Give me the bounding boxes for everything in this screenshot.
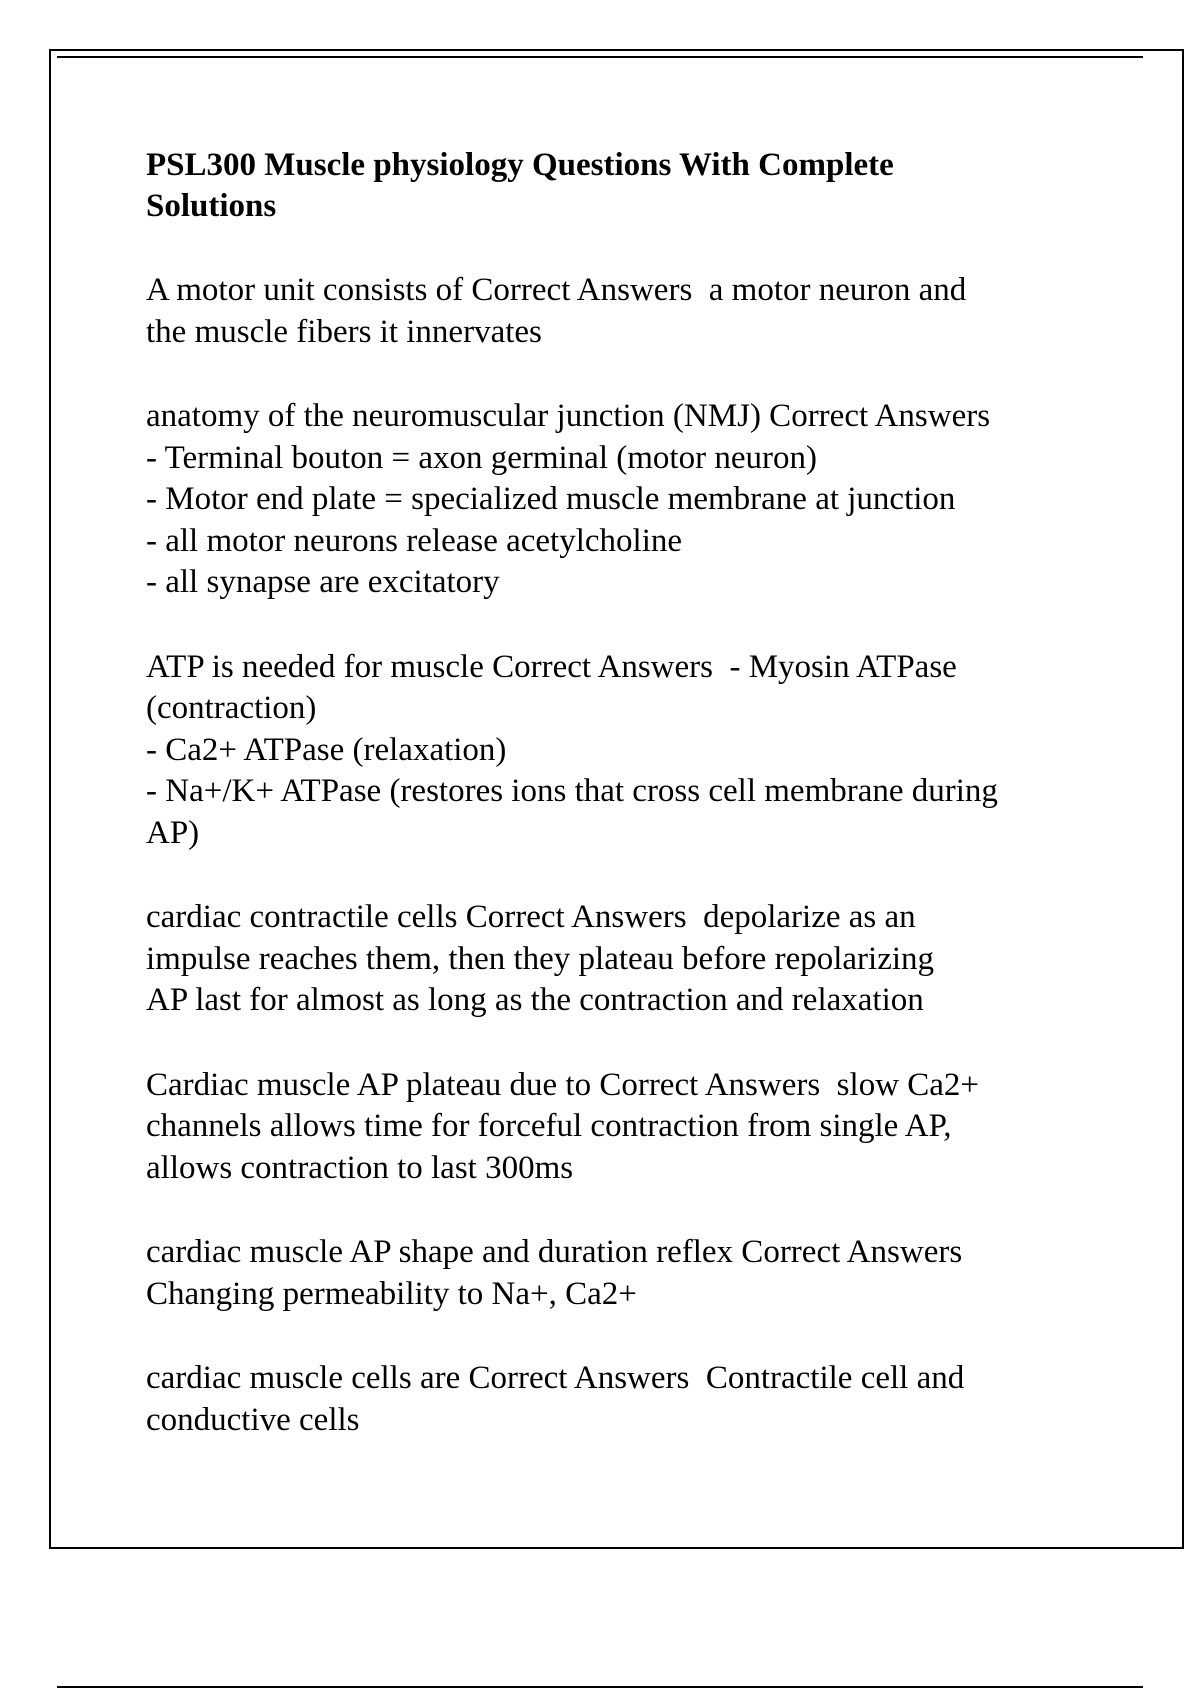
- qa-line: - Motor end plate = specialized muscle membrane at junction: [146, 481, 956, 517]
- qa-entry-ap-shape: [146, 1232, 1096, 1315]
- qa-entry-ap-plateau: [146, 1065, 1096, 1190]
- bottom-rule: [57, 1686, 1143, 1688]
- qa-line: Cardiac muscle AP plateau due to Correct Answers slow Ca2+: [146, 1066, 980, 1103]
- qa-line: ATP is needed for muscle Correct Answers - Myosin ATPase: [146, 648, 957, 685]
- qa-line: impulse reaches them, then they plateau before repolarizing: [146, 940, 935, 977]
- qa-line: the muscle fibers it innervates: [146, 313, 542, 350]
- qa-line: channels allows time for forceful contraction from single AP,: [146, 1108, 952, 1144]
- qa-line: cardiac muscle AP shape and duration reflex Correct Answers: [146, 1234, 963, 1270]
- qa-line: AP): [146, 814, 200, 851]
- title-line: Solutions: [146, 188, 277, 224]
- qa-line: - Na+/K+ ATPase (restores ions that cross cell membrane during: [146, 773, 998, 809]
- qa-entry-nmj-anatomy: [146, 396, 1096, 604]
- qa-line: allows contraction to last 300ms: [146, 1149, 574, 1186]
- qa-line: cardiac contractile cells Correct Answers depolarize as an: [146, 899, 916, 935]
- qa-entry-atp: [146, 647, 1096, 855]
- qa-line: A motor unit consists of Correct Answers a motor neuron and: [146, 272, 967, 308]
- qa-line: - all synapse are excitatory: [146, 564, 500, 600]
- qa-line: - Terminal bouton = axon germinal (motor neuron): [146, 439, 817, 476]
- qa-line: anatomy of the neuromuscular junction (NMJ) Correct Answers: [146, 398, 991, 434]
- document-title: [146, 145, 1096, 227]
- qa-entry-cardiac-cell-types: [146, 1358, 1096, 1441]
- qa-line: - Ca2+ ATPase (relaxation): [146, 731, 507, 768]
- qa-entry-motor-unit: [146, 270, 1096, 353]
- title-line: PSL300 Muscle physiology Questions With Complete: [146, 147, 894, 183]
- qa-line: cardiac muscle cells are Correct Answers Contractile cell and: [146, 1360, 965, 1396]
- document-content: [146, 145, 1096, 1484]
- qa-entry-cardiac-contractile-cells: [146, 897, 1096, 1022]
- qa-line: - all motor neurons release acetylcholine: [146, 522, 683, 559]
- qa-line: AP last for almost as long as the contraction and relaxation: [146, 982, 924, 1018]
- qa-line: (contraction): [146, 690, 317, 726]
- qa-line: conductive cells: [146, 1401, 360, 1438]
- qa-line: Changing permeability to Na+, Ca2+: [146, 1275, 637, 1312]
